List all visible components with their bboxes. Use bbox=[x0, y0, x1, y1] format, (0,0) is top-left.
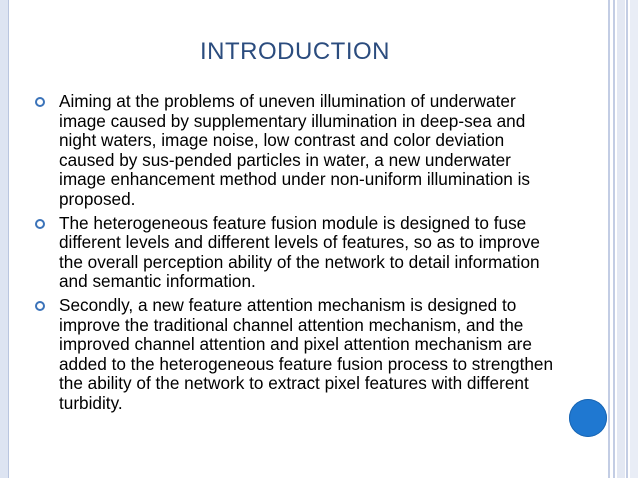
stripe bbox=[630, 0, 638, 478]
bullet-text: Aiming at the problems of uneven illumination of underwater image caused by supplementary illumination in deep-sea and night waters, image noise, low contrast and color deviation caused by sus-pended particles in water, a new underwater image enhancement method under non-uniform illumination is proposed. bbox=[59, 91, 531, 209]
stripe bbox=[613, 0, 615, 478]
bullet-text: The heterogeneous feature fusion module is designed to fuse different levels and different levels of features, so as to improve the overall perception ability of the network to detail information and semantic information. bbox=[59, 212, 540, 292]
bullet-circle-icon bbox=[35, 97, 45, 107]
slide-title: INTRODUCTION bbox=[200, 38, 390, 65]
decorative-blue-circle bbox=[569, 399, 607, 437]
stripe bbox=[617, 0, 625, 478]
left-border-decoration bbox=[0, 0, 9, 478]
right-stripes-decoration bbox=[608, 0, 638, 478]
bullet-item bbox=[35, 296, 555, 414]
bullet-item bbox=[35, 214, 555, 292]
stripe bbox=[626, 0, 628, 478]
stripe bbox=[608, 0, 610, 478]
bullet-circle-icon bbox=[35, 219, 45, 229]
bullet-item bbox=[35, 92, 555, 210]
bullet-list bbox=[35, 92, 555, 418]
bullet-circle-icon bbox=[35, 301, 45, 311]
bullet-text: Secondly, a new feature attention mechanism is designed to improve the traditional channel attention mechanism, and the improved channel attention and pixel attention mechanism are added to the heterogeneous feature fusion process to strengthen the ability of the network to extract pixel features with different turbidity. bbox=[59, 294, 554, 413]
